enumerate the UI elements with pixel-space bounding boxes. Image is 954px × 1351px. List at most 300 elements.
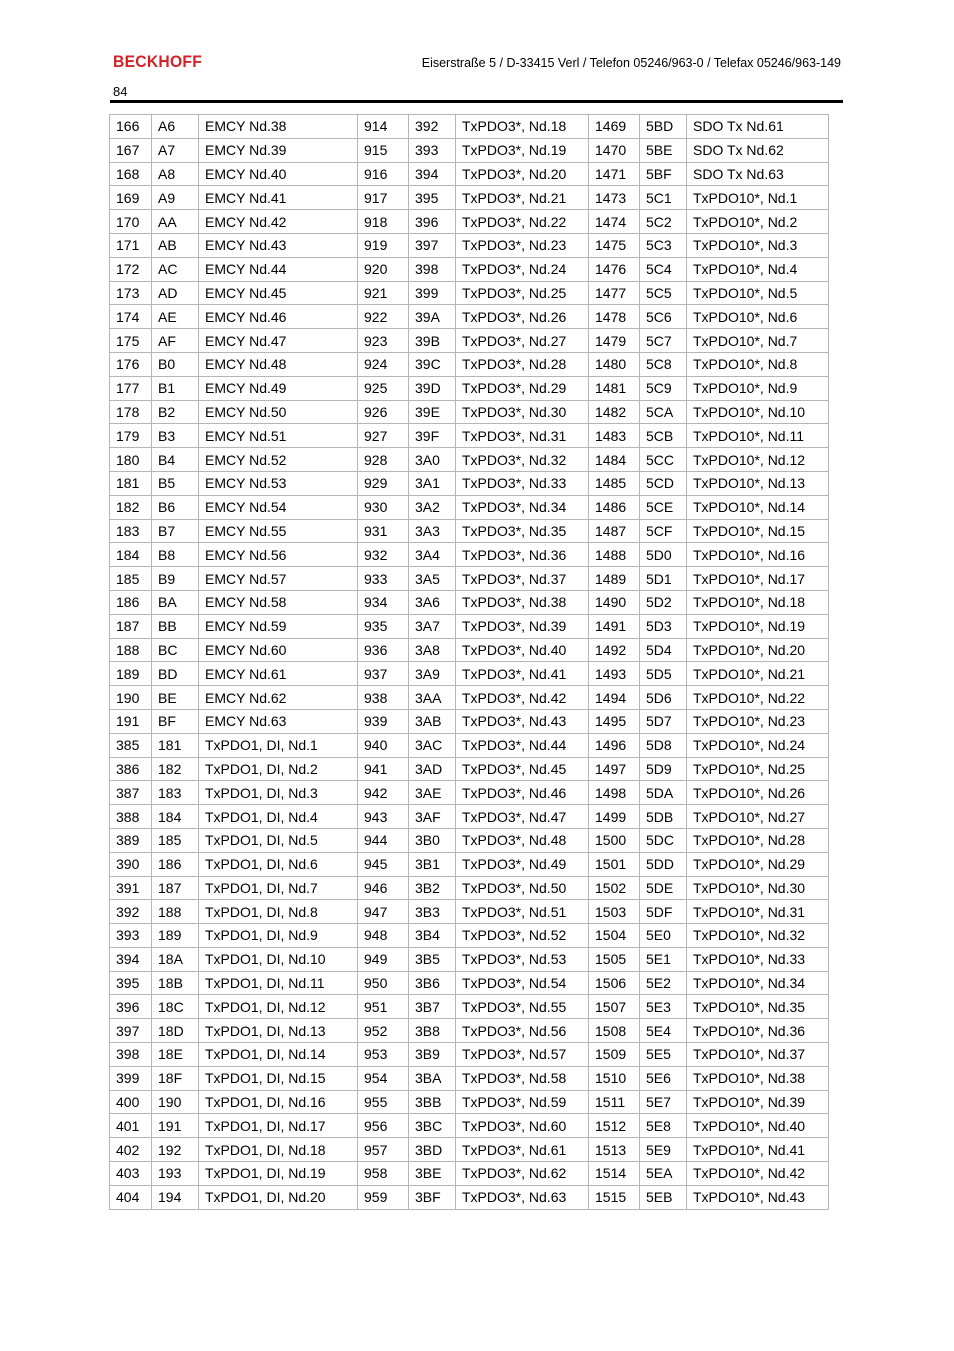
table-cell-dec-id: 948 [358, 924, 409, 948]
table-cell-object-name: TxPDO1, DI, Nd.1 [199, 733, 358, 757]
table-cell-hex-id: A7 [152, 138, 199, 162]
table-cell-dec-id: 1482 [589, 400, 640, 424]
table-cell-dec-id: 1512 [589, 1114, 640, 1138]
table-row [110, 876, 829, 900]
table-cell-object-name: TxPDO3*, Nd.29 [456, 376, 589, 400]
table-cell-object-name: TxPDO10*, Nd.34 [687, 971, 829, 995]
table-cell-hex-id: BF [152, 709, 199, 733]
table-cell-dec-id: 183 [110, 519, 152, 543]
table-cell-dec-id: 399 [110, 1066, 152, 1090]
table-cell-dec-id: 1474 [589, 210, 640, 234]
table-cell-dec-id: 953 [358, 1043, 409, 1067]
table-cell-object-name: TxPDO3*, Nd.25 [456, 281, 589, 305]
table-cell-object-name: EMCY Nd.48 [199, 352, 358, 376]
table-cell-object-name: TxPDO10*, Nd.20 [687, 638, 829, 662]
table-cell-dec-id: 1476 [589, 257, 640, 281]
table-cell-hex-id: 39E [409, 400, 456, 424]
table-row [110, 733, 829, 757]
table-cell-dec-id: 169 [110, 186, 152, 210]
table-cell-hex-id: 191 [152, 1114, 199, 1138]
table-cell-object-name: TxPDO10*, Nd.10 [687, 400, 829, 424]
table-cell-object-name: TxPDO10*, Nd.13 [687, 471, 829, 495]
table-cell-dec-id: 185 [110, 567, 152, 591]
table-cell-dec-id: 180 [110, 448, 152, 472]
table-row [110, 590, 829, 614]
table-cell-hex-id: 5DC [640, 828, 687, 852]
table-cell-dec-id: 190 [110, 686, 152, 710]
page-number: 84 [113, 84, 128, 99]
table-cell-hex-id: 5EB [640, 1185, 687, 1209]
table-cell-dec-id: 1495 [589, 709, 640, 733]
table-cell-hex-id: 192 [152, 1138, 199, 1162]
table-cell-object-name: TxPDO3*, Nd.24 [456, 257, 589, 281]
table-cell-hex-id: 5CE [640, 495, 687, 519]
table-cell-object-name: EMCY Nd.42 [199, 210, 358, 234]
table-row [110, 448, 829, 472]
table-cell-hex-id: A6 [152, 115, 199, 139]
table-cell-hex-id: 3BA [409, 1066, 456, 1090]
table-cell-object-name: EMCY Nd.58 [199, 590, 358, 614]
table-cell-hex-id: 5C8 [640, 352, 687, 376]
table-cell-dec-id: 186 [110, 590, 152, 614]
table-cell-object-name: TxPDO10*, Nd.15 [687, 519, 829, 543]
table-cell-hex-id: 3BC [409, 1114, 456, 1138]
table-cell-dec-id: 397 [110, 1019, 152, 1043]
table-cell-dec-id: 189 [110, 662, 152, 686]
table-cell-object-name: EMCY Nd.57 [199, 567, 358, 591]
table-cell-object-name: TxPDO3*, Nd.58 [456, 1066, 589, 1090]
table-cell-object-name: EMCY Nd.55 [199, 519, 358, 543]
table-cell-hex-id: 5CC [640, 448, 687, 472]
table-cell-hex-id: 18D [152, 1019, 199, 1043]
table-cell-dec-id: 174 [110, 305, 152, 329]
table-cell-object-name: TxPDO1, DI, Nd.3 [199, 781, 358, 805]
table-cell-object-name: TxPDO10*, Nd.23 [687, 709, 829, 733]
table-cell-dec-id: 932 [358, 543, 409, 567]
table-cell-dec-id: 1469 [589, 115, 640, 139]
table-cell-object-name: EMCY Nd.49 [199, 376, 358, 400]
table-cell-object-name: TxPDO3*, Nd.18 [456, 115, 589, 139]
table-cell-hex-id: 5D6 [640, 686, 687, 710]
table-cell-dec-id: 166 [110, 115, 152, 139]
table-cell-dec-id: 402 [110, 1138, 152, 1162]
table-cell-object-name: TxPDO3*, Nd.50 [456, 876, 589, 900]
table-cell-dec-id: 957 [358, 1138, 409, 1162]
table-cell-hex-id: 398 [409, 257, 456, 281]
table-cell-hex-id: 194 [152, 1185, 199, 1209]
table-cell-object-name: TxPDO3*, Nd.35 [456, 519, 589, 543]
table-cell-object-name: TxPDO3*, Nd.41 [456, 662, 589, 686]
table-cell-dec-id: 934 [358, 590, 409, 614]
table-cell-object-name: TxPDO10*, Nd.36 [687, 1019, 829, 1043]
table-cell-hex-id: 5D1 [640, 567, 687, 591]
table-cell-object-name: TxPDO3*, Nd.45 [456, 757, 589, 781]
table-cell-hex-id: 5E3 [640, 995, 687, 1019]
table-cell-dec-id: 930 [358, 495, 409, 519]
table-row [110, 1185, 829, 1209]
table-row [110, 638, 829, 662]
table-cell-dec-id: 175 [110, 329, 152, 353]
table-cell-dec-id: 947 [358, 900, 409, 924]
table-row [110, 852, 829, 876]
table-cell-dec-id: 404 [110, 1185, 152, 1209]
table-row [110, 495, 829, 519]
table-cell-hex-id: 3B3 [409, 900, 456, 924]
table-cell-hex-id: 39C [409, 352, 456, 376]
table-cell-object-name: TxPDO3*, Nd.46 [456, 781, 589, 805]
table-cell-hex-id: 5C3 [640, 233, 687, 257]
table-cell-hex-id: 3B6 [409, 971, 456, 995]
table-cell-dec-id: 1485 [589, 471, 640, 495]
table-cell-object-name: TxPDO10*, Nd.27 [687, 805, 829, 829]
table-cell-hex-id: 3B4 [409, 924, 456, 948]
table-cell-dec-id: 177 [110, 376, 152, 400]
table-row [110, 1043, 829, 1067]
table-cell-hex-id: 5CD [640, 471, 687, 495]
table-cell-dec-id: 921 [358, 281, 409, 305]
table-cell-object-name: TxPDO1, DI, Nd.10 [199, 947, 358, 971]
table-cell-hex-id: 3BB [409, 1090, 456, 1114]
cob-id-table [109, 114, 829, 1210]
table-cell-hex-id: 5E7 [640, 1090, 687, 1114]
table-cell-object-name: TxPDO10*, Nd.3 [687, 233, 829, 257]
table-cell-hex-id: 3B0 [409, 828, 456, 852]
table-cell-hex-id: AB [152, 233, 199, 257]
table-cell-hex-id: 5C7 [640, 329, 687, 353]
table-row [110, 614, 829, 638]
table-cell-object-name: TxPDO10*, Nd.41 [687, 1138, 829, 1162]
table-cell-hex-id: 3A7 [409, 614, 456, 638]
table-cell-dec-id: 931 [358, 519, 409, 543]
table-cell-object-name: TxPDO3*, Nd.37 [456, 567, 589, 591]
table-cell-object-name: EMCY Nd.59 [199, 614, 358, 638]
table-cell-hex-id: AF [152, 329, 199, 353]
table-cell-hex-id: A9 [152, 186, 199, 210]
table-cell-dec-id: 915 [358, 138, 409, 162]
table-cell-hex-id: 5C5 [640, 281, 687, 305]
table-cell-hex-id: AA [152, 210, 199, 234]
table-row [110, 138, 829, 162]
table-cell-object-name: EMCY Nd.56 [199, 543, 358, 567]
table-cell-object-name: TxPDO1, DI, Nd.12 [199, 995, 358, 1019]
table-cell-dec-id: 946 [358, 876, 409, 900]
table-cell-object-name: TxPDO10*, Nd.26 [687, 781, 829, 805]
table-cell-hex-id: B9 [152, 567, 199, 591]
table-cell-dec-id: 949 [358, 947, 409, 971]
table-row [110, 1090, 829, 1114]
table-cell-dec-id: 952 [358, 1019, 409, 1043]
table-cell-dec-id: 391 [110, 876, 152, 900]
table-cell-hex-id: 5D3 [640, 614, 687, 638]
table-cell-hex-id: B5 [152, 471, 199, 495]
table-cell-hex-id: 190 [152, 1090, 199, 1114]
table-cell-object-name: TxPDO3*, Nd.49 [456, 852, 589, 876]
table-cell-hex-id: 3B2 [409, 876, 456, 900]
table-cell-object-name: TxPDO3*, Nd.31 [456, 424, 589, 448]
table-row [110, 471, 829, 495]
table-cell-dec-id: 385 [110, 733, 152, 757]
table-cell-hex-id: 5E8 [640, 1114, 687, 1138]
table-cell-object-name: TxPDO3*, Nd.59 [456, 1090, 589, 1114]
table-cell-hex-id: A8 [152, 162, 199, 186]
table-cell-hex-id: 5CF [640, 519, 687, 543]
company-logo: BECKHOFF [113, 52, 203, 71]
table-row [110, 352, 829, 376]
table-cell-object-name: SDO Tx Nd.63 [687, 162, 829, 186]
table-cell-dec-id: 1493 [589, 662, 640, 686]
table-cell-hex-id: B2 [152, 400, 199, 424]
table-cell-object-name: TxPDO1, DI, Nd.13 [199, 1019, 358, 1043]
table-cell-dec-id: 1505 [589, 947, 640, 971]
table-cell-object-name: TxPDO10*, Nd.37 [687, 1043, 829, 1067]
table-cell-hex-id: BB [152, 614, 199, 638]
table-cell-object-name: EMCY Nd.53 [199, 471, 358, 495]
table-cell-hex-id: AE [152, 305, 199, 329]
table-cell-hex-id: B6 [152, 495, 199, 519]
table-cell-object-name: TxPDO3*, Nd.47 [456, 805, 589, 829]
table-cell-dec-id: 1497 [589, 757, 640, 781]
table-cell-object-name: TxPDO3*, Nd.32 [456, 448, 589, 472]
table-cell-dec-id: 1511 [589, 1090, 640, 1114]
table-cell-hex-id: AC [152, 257, 199, 281]
table-cell-dec-id: 176 [110, 352, 152, 376]
table-cell-hex-id: 189 [152, 924, 199, 948]
table-cell-object-name: TxPDO1, DI, Nd.11 [199, 971, 358, 995]
table-cell-object-name: EMCY Nd.51 [199, 424, 358, 448]
table-cell-object-name: TxPDO1, DI, Nd.5 [199, 828, 358, 852]
table-cell-object-name: TxPDO10*, Nd.1 [687, 186, 829, 210]
table-cell-hex-id: 5D7 [640, 709, 687, 733]
table-cell-object-name: EMCY Nd.63 [199, 709, 358, 733]
table-cell-hex-id: 393 [409, 138, 456, 162]
table-cell-dec-id: 933 [358, 567, 409, 591]
table-cell-hex-id: 3AE [409, 781, 456, 805]
table-cell-dec-id: 386 [110, 757, 152, 781]
table-cell-dec-id: 1492 [589, 638, 640, 662]
table-cell-dec-id: 1483 [589, 424, 640, 448]
table-cell-dec-id: 928 [358, 448, 409, 472]
table-row [110, 376, 829, 400]
table-cell-hex-id: 5C1 [640, 186, 687, 210]
table-cell-hex-id: 3AC [409, 733, 456, 757]
table-cell-dec-id: 1508 [589, 1019, 640, 1043]
table-cell-object-name: EMCY Nd.43 [199, 233, 358, 257]
table-cell-dec-id: 1498 [589, 781, 640, 805]
table-cell-object-name: TxPDO3*, Nd.44 [456, 733, 589, 757]
table-cell-hex-id: 5D5 [640, 662, 687, 686]
table-cell-dec-id: 394 [110, 947, 152, 971]
table-cell-hex-id: 3A8 [409, 638, 456, 662]
table-row [110, 281, 829, 305]
table-cell-hex-id: 5DA [640, 781, 687, 805]
table-row [110, 1162, 829, 1186]
table-cell-object-name: TxPDO10*, Nd.32 [687, 924, 829, 948]
table-cell-dec-id: 920 [358, 257, 409, 281]
table-cell-hex-id: 3B1 [409, 852, 456, 876]
table-cell-hex-id: 3A5 [409, 567, 456, 591]
table-cell-object-name: TxPDO10*, Nd.8 [687, 352, 829, 376]
table-cell-dec-id: 924 [358, 352, 409, 376]
table-cell-dec-id: 918 [358, 210, 409, 234]
table-cell-hex-id: 183 [152, 781, 199, 805]
table-cell-object-name: TxPDO10*, Nd.40 [687, 1114, 829, 1138]
table-cell-dec-id: 389 [110, 828, 152, 852]
table-cell-object-name: TxPDO3*, Nd.40 [456, 638, 589, 662]
table-cell-object-name: TxPDO3*, Nd.61 [456, 1138, 589, 1162]
table-cell-hex-id: 3B5 [409, 947, 456, 971]
table-row [110, 257, 829, 281]
table-cell-object-name: EMCY Nd.62 [199, 686, 358, 710]
table-row [110, 1066, 829, 1090]
table-cell-object-name: TxPDO3*, Nd.39 [456, 614, 589, 638]
table-cell-hex-id: 185 [152, 828, 199, 852]
table-row [110, 543, 829, 567]
table-cell-dec-id: 388 [110, 805, 152, 829]
table-cell-object-name: TxPDO3*, Nd.51 [456, 900, 589, 924]
table-row [110, 1138, 829, 1162]
table-row [110, 662, 829, 686]
table-cell-dec-id: 398 [110, 1043, 152, 1067]
table-cell-object-name: TxPDO3*, Nd.55 [456, 995, 589, 1019]
table-cell-object-name: TxPDO1, DI, Nd.8 [199, 900, 358, 924]
table-cell-hex-id: 18F [152, 1066, 199, 1090]
table-cell-object-name: EMCY Nd.41 [199, 186, 358, 210]
table-cell-object-name: EMCY Nd.60 [199, 638, 358, 662]
table-cell-object-name: TxPDO1, DI, Nd.20 [199, 1185, 358, 1209]
table-cell-hex-id: 5E9 [640, 1138, 687, 1162]
table-cell-hex-id: 3BF [409, 1185, 456, 1209]
table-cell-hex-id: B1 [152, 376, 199, 400]
table-cell-hex-id: 5CA [640, 400, 687, 424]
table-cell-object-name: TxPDO10*, Nd.2 [687, 210, 829, 234]
table-row [110, 162, 829, 186]
table-cell-dec-id: 393 [110, 924, 152, 948]
table-cell-object-name: EMCY Nd.39 [199, 138, 358, 162]
table-cell-dec-id: 925 [358, 376, 409, 400]
table-cell-object-name: TxPDO3*, Nd.48 [456, 828, 589, 852]
table-cell-object-name: TxPDO3*, Nd.36 [456, 543, 589, 567]
table-cell-dec-id: 935 [358, 614, 409, 638]
table-cell-object-name: TxPDO3*, Nd.28 [456, 352, 589, 376]
table-cell-dec-id: 1499 [589, 805, 640, 829]
table-cell-object-name: TxPDO1, DI, Nd.4 [199, 805, 358, 829]
table-cell-object-name: EMCY Nd.44 [199, 257, 358, 281]
table-row [110, 900, 829, 924]
table-cell-object-name: TxPDO10*, Nd.29 [687, 852, 829, 876]
table-cell-dec-id: 1494 [589, 686, 640, 710]
table-cell-dec-id: 1486 [589, 495, 640, 519]
table-row [110, 567, 829, 591]
table-cell-object-name: TxPDO10*, Nd.38 [687, 1066, 829, 1090]
table-cell-hex-id: AD [152, 281, 199, 305]
table-cell-dec-id: 173 [110, 281, 152, 305]
table-cell-object-name: TxPDO3*, Nd.38 [456, 590, 589, 614]
table-cell-hex-id: B0 [152, 352, 199, 376]
table-cell-dec-id: 914 [358, 115, 409, 139]
table-cell-object-name: TxPDO3*, Nd.57 [456, 1043, 589, 1067]
table-cell-object-name: TxPDO3*, Nd.52 [456, 924, 589, 948]
table-cell-hex-id: 5D0 [640, 543, 687, 567]
table-row [110, 781, 829, 805]
table-cell-dec-id: 1500 [589, 828, 640, 852]
table-cell-dec-id: 188 [110, 638, 152, 662]
table-row [110, 805, 829, 829]
table-cell-object-name: TxPDO10*, Nd.28 [687, 828, 829, 852]
table-cell-dec-id: 1479 [589, 329, 640, 353]
table-cell-hex-id: B8 [152, 543, 199, 567]
table-cell-object-name: TxPDO10*, Nd.43 [687, 1185, 829, 1209]
table-cell-dec-id: 941 [358, 757, 409, 781]
table-cell-object-name: TxPDO1, DI, Nd.15 [199, 1066, 358, 1090]
table-cell-object-name: TxPDO1, DI, Nd.14 [199, 1043, 358, 1067]
table-cell-hex-id: 3A6 [409, 590, 456, 614]
table-cell-hex-id: 3BD [409, 1138, 456, 1162]
table-cell-dec-id: 187 [110, 614, 152, 638]
table-cell-dec-id: 959 [358, 1185, 409, 1209]
table-cell-object-name: SDO Tx Nd.62 [687, 138, 829, 162]
table-cell-hex-id: 18E [152, 1043, 199, 1067]
table-cell-dec-id: 1471 [589, 162, 640, 186]
table-cell-object-name: TxPDO3*, Nd.23 [456, 233, 589, 257]
table-cell-hex-id: 188 [152, 900, 199, 924]
table-cell-dec-id: 401 [110, 1114, 152, 1138]
table-cell-object-name: TxPDO10*, Nd.33 [687, 947, 829, 971]
table-cell-dec-id: 1496 [589, 733, 640, 757]
table-cell-object-name: TxPDO3*, Nd.22 [456, 210, 589, 234]
table-cell-hex-id: 5C6 [640, 305, 687, 329]
table-cell-object-name: TxPDO3*, Nd.42 [456, 686, 589, 710]
table-cell-object-name: TxPDO10*, Nd.22 [687, 686, 829, 710]
table-cell-dec-id: 403 [110, 1162, 152, 1186]
table-row [110, 233, 829, 257]
table-cell-dec-id: 1487 [589, 519, 640, 543]
table-cell-dec-id: 1502 [589, 876, 640, 900]
table-cell-hex-id: 186 [152, 852, 199, 876]
table-cell-object-name: EMCY Nd.54 [199, 495, 358, 519]
table-cell-hex-id: 3B7 [409, 995, 456, 1019]
table-cell-dec-id: 1491 [589, 614, 640, 638]
table-cell-hex-id: 5E2 [640, 971, 687, 995]
table-cell-dec-id: 400 [110, 1090, 152, 1114]
table-cell-hex-id: 5D4 [640, 638, 687, 662]
table-cell-hex-id: 3A4 [409, 543, 456, 567]
table-cell-object-name: TxPDO10*, Nd.6 [687, 305, 829, 329]
table-cell-object-name: TxPDO3*, Nd.21 [456, 186, 589, 210]
table-cell-object-name: SDO Tx Nd.61 [687, 115, 829, 139]
table-row [110, 947, 829, 971]
table-row [110, 757, 829, 781]
table-cell-dec-id: 942 [358, 781, 409, 805]
table-cell-dec-id: 392 [110, 900, 152, 924]
table-cell-object-name: EMCY Nd.46 [199, 305, 358, 329]
table-cell-object-name: TxPDO1, DI, Nd.18 [199, 1138, 358, 1162]
table-cell-dec-id: 1489 [589, 567, 640, 591]
table-cell-dec-id: 178 [110, 400, 152, 424]
table-cell-object-name: EMCY Nd.50 [199, 400, 358, 424]
table-cell-object-name: TxPDO3*, Nd.62 [456, 1162, 589, 1186]
table-cell-object-name: TxPDO10*, Nd.35 [687, 995, 829, 1019]
table-cell-object-name: TxPDO10*, Nd.31 [687, 900, 829, 924]
table-cell-object-name: TxPDO10*, Nd.19 [687, 614, 829, 638]
table-cell-hex-id: 3AA [409, 686, 456, 710]
table-cell-hex-id: BE [152, 686, 199, 710]
table-cell-hex-id: 5DD [640, 852, 687, 876]
table-cell-dec-id: 172 [110, 257, 152, 281]
table-cell-dec-id: 182 [110, 495, 152, 519]
table-cell-dec-id: 191 [110, 709, 152, 733]
table-cell-object-name: TxPDO1, DI, Nd.9 [199, 924, 358, 948]
table-cell-hex-id: B7 [152, 519, 199, 543]
